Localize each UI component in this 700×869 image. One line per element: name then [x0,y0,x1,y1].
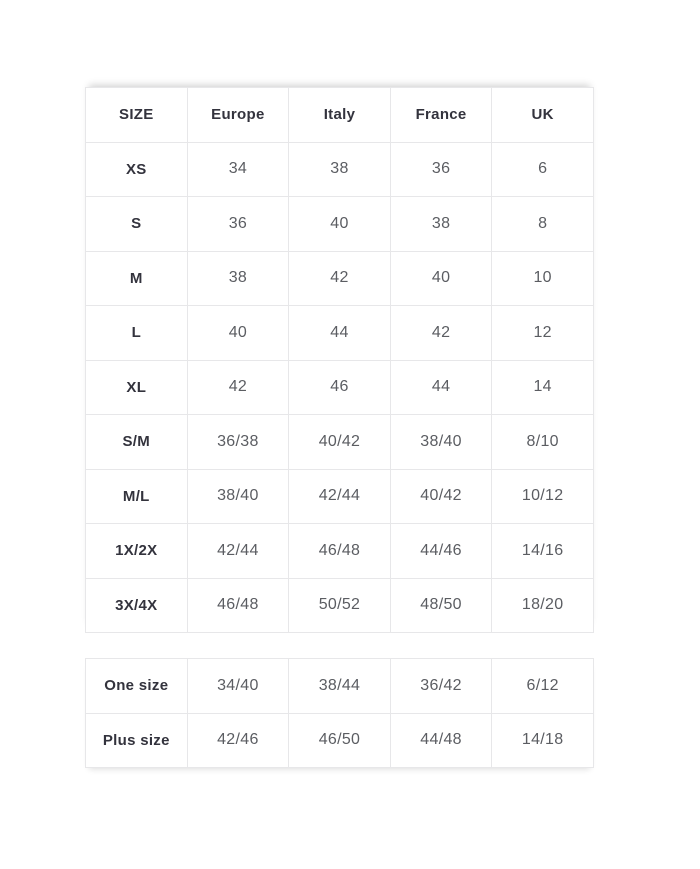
size-value-cell: 18/20 [492,578,594,633]
table-row [86,578,594,633]
table-row [86,360,594,415]
size-value-cell: 40 [390,251,492,306]
size-value-cell: 6/12 [492,659,594,714]
table-row [86,197,594,252]
size-conversion-chart [85,87,594,768]
size-value-cell: 42 [390,306,492,361]
size-conversion-table [85,87,594,633]
size-value-cell: 42/44 [289,469,391,524]
size-label-cell: XL [86,360,188,415]
size-value-cell: 14/18 [492,713,594,768]
size-value-cell: 8/10 [492,415,594,470]
size-value-cell: 34/40 [187,659,289,714]
size-value-cell: 38 [289,142,391,197]
size-value-cell: 46/48 [187,578,289,633]
header-cell-france: France [390,88,492,143]
alt-table-body [86,659,594,768]
size-value-cell: 38 [187,251,289,306]
size-value-cell: 46 [289,360,391,415]
size-value-cell: 48/50 [390,578,492,633]
size-label-cell: XS [86,142,188,197]
size-value-cell: 44/46 [390,524,492,579]
size-label-cell: L [86,306,188,361]
size-value-cell: 44 [289,306,391,361]
table-row [86,142,594,197]
one-size-plus-size-table [85,658,594,768]
size-value-cell: 50/52 [289,578,391,633]
size-value-cell: 36 [390,142,492,197]
size-value-cell: 8 [492,197,594,252]
size-value-cell: 38/44 [289,659,391,714]
size-label-cell: 1X/2X [86,524,188,579]
size-value-cell: 40/42 [289,415,391,470]
size-value-cell: 38/40 [187,469,289,524]
size-table-body [86,142,594,633]
size-value-cell: 6 [492,142,594,197]
size-value-cell: 36/42 [390,659,492,714]
table-row [86,713,594,768]
size-value-cell: 34 [187,142,289,197]
size-value-cell: 14 [492,360,594,415]
size-value-cell: 40 [187,306,289,361]
size-value-cell: 42 [289,251,391,306]
table-row [86,251,594,306]
size-value-cell: 40/42 [390,469,492,524]
header-cell-italy: Italy [289,88,391,143]
table-row [86,415,594,470]
size-value-cell: 38 [390,197,492,252]
size-label-cell: Plus size [86,713,188,768]
size-label-cell: S [86,197,188,252]
size-value-cell: 44/48 [390,713,492,768]
size-label-cell: 3X/4X [86,578,188,633]
table-row [86,524,594,579]
size-value-cell: 44 [390,360,492,415]
table-row [86,469,594,524]
size-value-cell: 12 [492,306,594,361]
size-label-cell: S/M [86,415,188,470]
size-value-cell: 36 [187,197,289,252]
size-value-cell: 42 [187,360,289,415]
header-cell-uk: UK [492,88,594,143]
size-table-header [86,88,594,143]
size-value-cell: 10/12 [492,469,594,524]
size-value-cell: 36/38 [187,415,289,470]
size-value-cell: 46/50 [289,713,391,768]
size-value-cell: 40 [289,197,391,252]
size-value-cell: 14/16 [492,524,594,579]
header-row [86,88,594,143]
size-label-cell: M [86,251,188,306]
size-label-cell: One size [86,659,188,714]
size-label-cell: M/L [86,469,188,524]
size-value-cell: 10 [492,251,594,306]
header-cell-europe: Europe [187,88,289,143]
size-value-cell: 38/40 [390,415,492,470]
table-row [86,306,594,361]
size-value-cell: 42/46 [187,713,289,768]
table-row [86,659,594,714]
header-cell-size: SIZE [86,88,188,143]
size-value-cell: 42/44 [187,524,289,579]
size-value-cell: 46/48 [289,524,391,579]
